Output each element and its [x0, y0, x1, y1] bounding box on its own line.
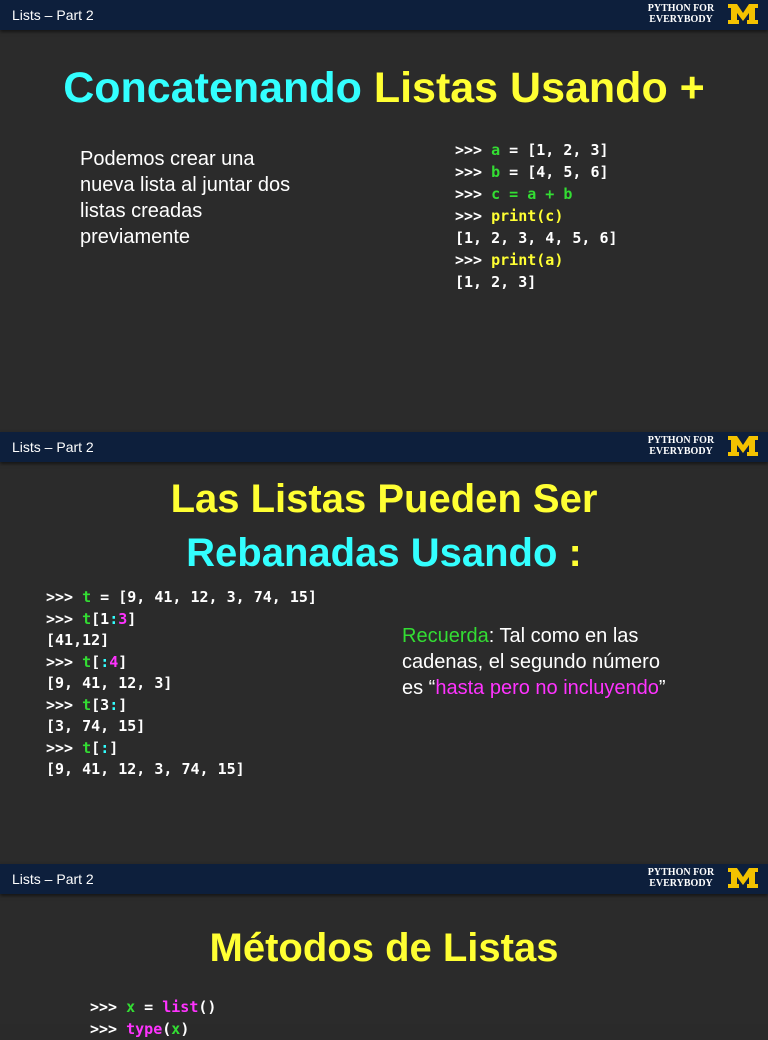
code-token: >>>: [455, 141, 492, 159]
code-token: >>>: [46, 609, 83, 628]
code-token: (: [162, 1020, 172, 1038]
code-token: [9, 41, 12, 3, 74, 15]: [46, 760, 245, 778]
code-line: [46, 738, 317, 760]
code-token: >>>: [455, 251, 492, 269]
code-token: :: [100, 738, 110, 757]
slide-concatenating-lists: [0, 0, 768, 430]
code-line: [46, 759, 317, 781]
code-token: t: [82, 609, 92, 628]
code-token: (): [198, 998, 217, 1016]
code-token: >>>: [46, 588, 83, 606]
code-token: ]: [118, 652, 128, 671]
slide-header-label: Lists – Part 2: [12, 439, 94, 455]
code-line: [46, 695, 317, 717]
code-token: ]: [118, 695, 128, 714]
code-token: :: [109, 695, 119, 714]
code-line: [455, 139, 618, 161]
code-line: [455, 249, 618, 271]
code-block: [46, 587, 317, 781]
slide-list-slicing: [0, 432, 768, 862]
brand-text: [630, 3, 732, 25]
code-line: [455, 227, 618, 249]
code-token: >>>: [455, 185, 492, 203]
code-token: type: [126, 1020, 163, 1038]
code-line: [90, 1018, 216, 1040]
code-token: [1, 2, 3]: [455, 273, 537, 291]
code-token: [41,12]: [46, 631, 110, 649]
reminder-note: [402, 623, 672, 701]
code-line: [46, 630, 317, 652]
code-token: [3: [91, 695, 110, 714]
description-line: listas creadas: [80, 200, 203, 222]
code-token: [9, 41, 12, 3]: [46, 674, 173, 692]
slide-description: [80, 146, 340, 250]
brand-line-1: PYTHON FOR: [647, 3, 715, 14]
note-highlight: hasta pero no incluyendo: [435, 677, 659, 699]
code-token: [1: [91, 609, 110, 628]
code-token: t: [82, 738, 92, 757]
slide-title: [0, 472, 768, 580]
code-token: 4: [109, 652, 119, 671]
code-token: [3, 74, 15]: [46, 717, 146, 735]
code-token: [1, 2, 3, 4, 5, 6]: [455, 229, 618, 247]
code-token: [: [91, 652, 101, 671]
code-line: [46, 609, 317, 631]
code-token: list: [162, 998, 199, 1016]
code-token: c = a + b: [491, 185, 573, 203]
note-label-recuerda: Recuerda: [402, 625, 489, 647]
code-token: >>>: [46, 652, 83, 671]
code-line: [455, 183, 618, 205]
brand-line-1: PYTHON FOR: [647, 435, 715, 446]
title-part-concatenating: Concatenando: [63, 64, 362, 112]
code-token: >>>: [455, 163, 492, 181]
code-token: ]: [109, 738, 119, 757]
brand-line-2: EVERYBODY: [649, 878, 713, 889]
description-line: nueva lista al juntar dos: [80, 174, 291, 196]
description-line: Podemos crear una: [80, 148, 255, 170]
code-token: = [9, 41, 12, 3, 74, 15]: [91, 588, 317, 606]
code-line: [455, 271, 618, 293]
code-token: print(a): [491, 251, 564, 269]
code-line: [90, 996, 216, 1018]
title-line-1: Las Listas Pueden Ser: [170, 477, 598, 521]
michigan-m-logo-icon: [727, 435, 759, 457]
brand-text: [630, 867, 732, 889]
code-token: x: [126, 998, 136, 1016]
title-part-sliced-using: Rebanadas Usando: [186, 531, 569, 575]
code-token: >>>: [46, 695, 83, 714]
slide-list-methods: [0, 864, 768, 1038]
note-closing-quote: ”: [658, 677, 666, 699]
code-token: t: [82, 588, 92, 606]
brand-line-2: EVERYBODY: [649, 14, 713, 25]
code-token: >>>: [46, 738, 83, 757]
code-token: >>>: [455, 207, 492, 225]
code-token: b: [491, 163, 501, 181]
slide-title: [0, 64, 768, 113]
code-token: :: [100, 652, 110, 671]
code-line: [46, 673, 317, 695]
code-line: [455, 205, 618, 227]
code-token: >>>: [90, 998, 127, 1016]
slide-header-bar: [0, 0, 768, 30]
michigan-m-logo-icon: [727, 3, 759, 25]
brand-line-2: EVERYBODY: [649, 446, 713, 457]
code-line: [46, 652, 317, 674]
code-line: [46, 716, 317, 738]
code-token: t: [82, 652, 92, 671]
brand-line-1: PYTHON FOR: [647, 867, 715, 878]
code-token: print(c): [491, 207, 564, 225]
title-part-colon: :: [568, 531, 582, 575]
slide-title: Métodos de Listas: [209, 926, 559, 970]
code-token: 3: [118, 609, 128, 628]
code-token: [: [91, 738, 101, 757]
code-token: = [4, 5, 6]: [500, 163, 609, 181]
code-block: [455, 139, 618, 293]
code-token: ]: [127, 609, 137, 628]
note-text: : Tal como en las cadenas, el segundo número es “: [402, 625, 660, 699]
code-token: a: [491, 141, 501, 159]
title-part-lists-using-plus: Listas Usando +: [373, 64, 705, 112]
code-token: :: [109, 609, 119, 628]
code-token: = [1, 2, 3]: [500, 141, 609, 159]
slide-header-label: Lists – Part 2: [12, 7, 94, 23]
michigan-m-logo-icon: [727, 867, 759, 889]
code-token: =: [135, 998, 163, 1016]
slide-header-label: Lists – Part 2: [12, 871, 94, 887]
description-line: previamente: [80, 226, 191, 248]
slide-header-bar: [0, 432, 768, 462]
slide-header-bar: [0, 864, 768, 894]
code-block: [90, 996, 216, 1040]
code-token: >>>: [90, 1020, 127, 1038]
brand-text: [630, 435, 732, 457]
code-line: [455, 161, 618, 183]
code-line: [46, 587, 317, 609]
code-token: x: [171, 1020, 181, 1038]
code-token: ): [180, 1020, 190, 1038]
code-token: t: [82, 695, 92, 714]
